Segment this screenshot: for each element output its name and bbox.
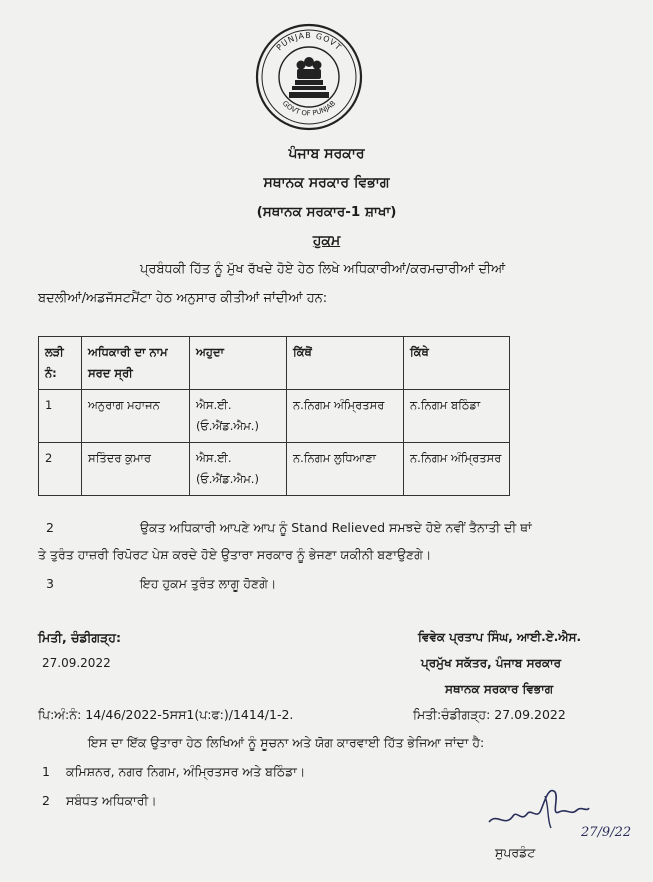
para-2-line-2: ਤੇ ਤੁਰੰਤ ਹਾਜ਼ਰੀ ਰਿਪੋਰਟ ਪੇਸ਼ ਕਰਦੇ ਹੋਏ ਉਤਾਰਾ ਸਰਕਾਰ ਨੂੰ ਭੇਜਣਾ ਯਕੀਨੀ ਬਣਾਉਣਗੇ। xyxy=(38,547,432,562)
cell-serial: 1 xyxy=(39,390,82,443)
para-3-number: 3 xyxy=(46,576,54,591)
cell-from: ਨ.ਨਿਗਮ ਲੁਧਿਆਣਾ xyxy=(287,443,404,496)
para-2-number: 2 xyxy=(46,520,54,535)
intro-line-2: ਬਦਲੀਆਂ/ਅਡਜੱਸਟਮੈਂਟਾ ਹੇਠ ਅਨੁਸਾਰ ਕੀਤੀਆਂ ਜਾਂਦੀਆਂ ਹਨ: xyxy=(38,291,328,306)
table-row xyxy=(39,390,510,443)
header-to: ਕਿੱਥੇ xyxy=(404,337,510,390)
copy-item-text: ਕਮਿਸ਼ਨਰ, ਨਗਰ ਨਿਗਮ, ਅੰਮ੍ਰਿਤਸਰ ਅਤੇ ਬਠਿੰਡਾ। xyxy=(66,764,306,779)
svg-text:GOVT OF PUNJAB: GOVT OF PUNJAB xyxy=(280,99,338,118)
signatory-department: ਸਥਾਨਕ ਸਰਕਾਰ ਵਿਭਾਗ xyxy=(445,682,554,696)
superintendent-label: ਸੁਪਰਡੰਟ xyxy=(495,845,536,860)
para-3-text: ਇਹ ਹੁਕਮ ਤੁਰੰਤ ਲਾਗੂ ਹੋਣਗੇ। xyxy=(140,576,277,591)
department-name: ਸਥਾਨਕ ਸਰਕਾਰ ਵਿਭਾਗ xyxy=(263,175,390,191)
order-date: 27.09.2022 xyxy=(42,656,111,670)
transfer-table xyxy=(38,336,510,496)
govt-name: ਪੰਜਾਬ ਸਰਕਾਰ xyxy=(288,146,365,162)
cell-serial: 2 xyxy=(39,443,82,496)
endorsement-date: ਮਿਤੀ:ਚੰਡੀਗੜ੍ਹ: 27.09.2022 xyxy=(413,707,566,722)
handwritten-signature xyxy=(485,782,632,840)
cell-to: ਨ.ਨਿਗਮ ਬਠਿੰਡਾ xyxy=(404,390,510,443)
copy-item-text: ਸਬੰਧਤ ਅਧਿਕਾਰੀ। xyxy=(66,793,157,808)
intro-line-1: ਪ੍ਰਬੰਧਕੀ ਹਿੱਤ ਨੂੰ ਮੁੱਖ ਰੱਖਦੇ ਹੋਏ ਹੇਠ ਲਿਖੇ ਅਧਿਕਾਰੀਆਂ/ਕਰਮਚਾਰੀਆਂ ਦੀਆਂ xyxy=(140,262,506,277)
header-designation: ਅਹੁਦਾ xyxy=(190,337,287,390)
header-officer-name: ਅਧਿਕਾਰੀ ਦਾ ਨਾਮ ਸਰਦ ਸ੍ਰੀ xyxy=(82,337,190,390)
signatory-designation: ਪ੍ਰਮੁੱਖ ਸਕੱਤਰ, ਪੰਜਾਬ ਸਰਕਾਰ xyxy=(421,656,562,670)
svg-text:PUNJAB GOVT: PUNJAB GOVT xyxy=(274,30,344,53)
table-header-row xyxy=(39,337,510,390)
para-2-line-1: ਉਕਤ ਅਧਿਕਾਰੀ ਆਪਣੇ ਆਪ ਨੂੰ Stand Relieved ਸਮਝਦੇ ਹੋਏ ਨਵੀਂ ਤੈਨਾਤੀ ਦੀ ਥਾਂ xyxy=(140,520,532,535)
cell-officer-name: ਸਤਿੰਦਰ ਕੁਮਾਰ xyxy=(82,443,190,496)
svg-text:27/9/22: 27/9/22 xyxy=(581,825,632,840)
header-serial: ਲੜੀ ਨੰ: xyxy=(39,337,82,390)
punjab-govt-seal-emblem xyxy=(251,22,367,132)
place-label: ਮਿਤੀ, ਚੰਡੀਗੜ੍ਹ: xyxy=(38,630,121,645)
cell-from: ਨ.ਨਿਗਮ ਅੰਮ੍ਰਿਤਸਰ xyxy=(287,390,404,443)
copy-item-number: 2 xyxy=(42,793,50,808)
endorsement-ref: ਪਿ:ਅੰ:ਨੰ: 14/46/2022-5ਸਸ1(ਪ:ਫ:)/1414/1-2. xyxy=(38,707,294,722)
copy-item-number: 1 xyxy=(42,764,50,779)
cell-designation: ਐਸ.ਈ. (ਓ.ਐਂਡ.ਐਮ.) xyxy=(190,390,287,443)
cell-designation: ਐਸ.ਈ. (ਓ.ਐਂਡ.ਐਮ.) xyxy=(190,443,287,496)
header-from: ਕਿੱਥੋਂ xyxy=(287,337,404,390)
cell-to: ਨ.ਨਿਗਮ ਅੰਮ੍ਰਿਤਸਰ xyxy=(404,443,510,496)
signatory-name: ਵਿਵੇਕ ਪ੍ਰਤਾਪ ਸਿੰਘ, ਆਈ.ਏ.ਐਸ. xyxy=(418,630,582,644)
order-title: ਹੁਕਮ xyxy=(312,233,341,249)
endorsement-intro: ਇਸ ਦਾ ਇੱਕ ਉਤਾਰਾ ਹੇਠ ਲਿਖਿਆਂ ਨੂੰ ਸੂਚਨਾ ਅਤੇ ਯੋਗ ਕਾਰਵਾਈ ਹਿੱਤ ਭੇਜਿਆ ਜਾਂਦਾ ਹੈ: xyxy=(88,735,485,750)
branch-name: (ਸਥਾਨਕ ਸਰਕਾਰ-1 ਸ਼ਾਖਾ) xyxy=(256,204,397,220)
table-row xyxy=(39,443,510,496)
cell-officer-name: ਅਨੁਰਾਗ ਮਹਾਜਨ xyxy=(82,390,190,443)
